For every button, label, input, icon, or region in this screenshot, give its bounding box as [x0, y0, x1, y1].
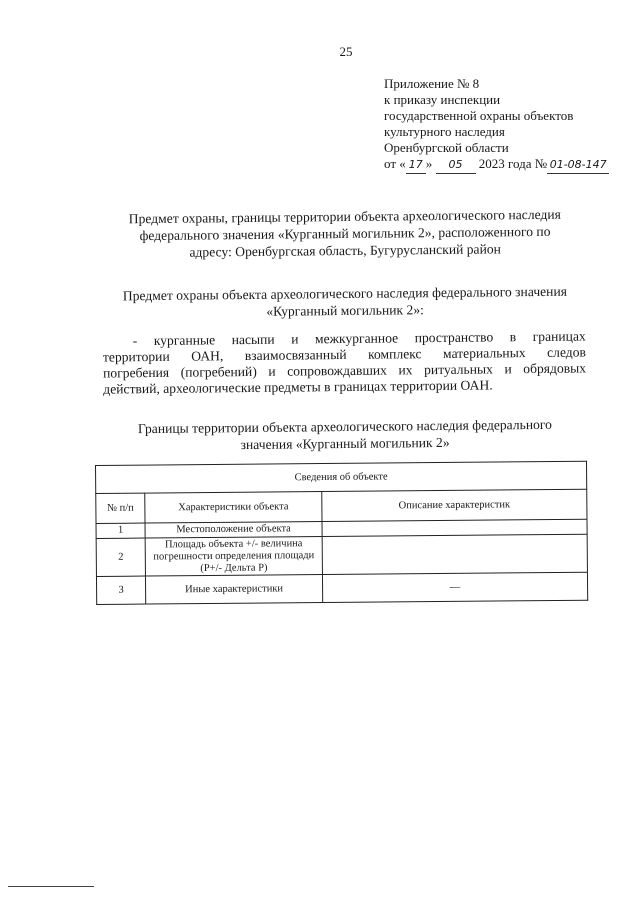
row-characteristic: Местоположение объекта	[145, 522, 322, 539]
appendix-block	[384, 76, 624, 174]
row-description	[322, 572, 587, 602]
paragraph-line: территории ОАН, взаимосвязанный комплекс материальных следов	[102, 344, 586, 365]
paragraph-line: действий, археологические предметы в границах территории ОАН.	[103, 377, 493, 397]
title-line: адресу: Оренбургская область, Бугурусланский район	[189, 241, 501, 260]
row-number: 3	[96, 576, 145, 604]
row-number: 2	[96, 538, 145, 576]
table-header-description: Описание характеристик	[322, 489, 587, 521]
row-description	[322, 534, 587, 574]
heading-line: Предмет охраны объекта археологического наследия федерального значения	[122, 283, 568, 304]
appendix-line: к приказу инспекции	[384, 92, 501, 107]
heading-line: Границы территории объекта археологического наследия федерального	[137, 416, 552, 437]
protection-subject-heading	[100, 282, 590, 321]
dash-value: —	[449, 581, 461, 593]
date-year: 2023 года №	[478, 156, 548, 171]
object-info-table	[95, 461, 588, 605]
row-characteristic: Иные характеристики	[145, 575, 322, 605]
paragraph-line: - курганные насыпи и межкурганное пространство в границах	[132, 328, 586, 349]
appendix-line: культурного наследия	[384, 124, 505, 139]
footer-rule	[8, 886, 94, 887]
handwritten-day: 17	[406, 157, 426, 174]
page-number: 25	[339, 44, 353, 59]
order-date-line	[384, 156, 624, 174]
appendix-line: Приложение № 8	[384, 76, 480, 91]
row-characteristic: Площадь объекта +/- величина погрешности определения площади (P+/- Дельта P)	[145, 537, 322, 577]
date-prefix: от «	[384, 156, 406, 171]
boundaries-heading	[100, 415, 590, 454]
appendix-line: государственной охраны объектов	[384, 108, 574, 123]
table-row	[96, 534, 587, 576]
title-line: Предмет охраны, границы территории объекта археологического наследия	[128, 206, 561, 227]
appendix-line: Оренбургской области	[384, 140, 509, 155]
paragraph-line: погребения (погребений) и сопровождавших их ритуальных и обрядовых	[103, 360, 587, 381]
date-mid: »	[425, 156, 433, 171]
heading-line: «Курганный могильник 2»:	[266, 302, 424, 319]
title-line: федерального значения «Курганный могильник 2», расположенного по	[139, 223, 551, 244]
handwritten-order-number: 01-08-147	[547, 157, 609, 174]
protection-subject-text	[103, 328, 587, 397]
table-header-number: № п/п	[96, 493, 145, 523]
heading-line: значения «Курганный могильник 2»	[240, 434, 450, 453]
document-title	[100, 205, 591, 261]
row-number: 1	[96, 523, 145, 538]
handwritten-month: 05	[436, 157, 476, 174]
table-caption: Сведения об объекте	[96, 461, 587, 493]
table-row	[96, 572, 587, 604]
table-header-characteristic: Характеристики объекта	[145, 492, 322, 524]
